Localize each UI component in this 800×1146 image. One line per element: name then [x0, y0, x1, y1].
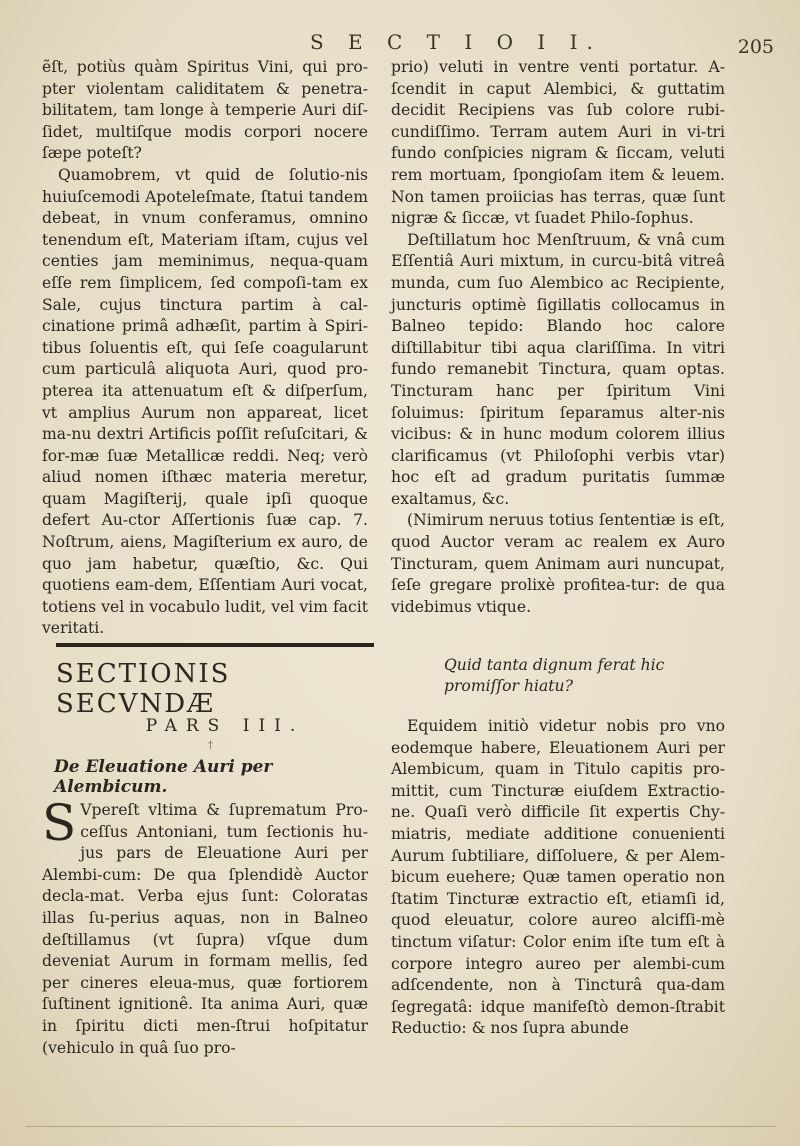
left-column-bottom [42, 794, 368, 1059]
paragraph: (Nimirum neruus totius ſententiæ is eſt, quod Auctor veram ac realem ex Auro Tincturam, quem Animam auri nuncupat, ſeſe gregare prolixè profitea-tur: de qua videbimus vtique. [391, 511, 725, 616]
dagger-ornament-icon: † [208, 740, 213, 751]
paragraph: Quamobrem, vt quid de ſolutio-nis huiuſcemodi Apoteleſmate, ſtatui tandem debeat, in vnum conferamus, omnino tenendum eſt, Materiam iſtam, cujus vel centies jam meminimus, nequa-quam eſſe rem ſimplicem, ſed compoſi-tam ex Sale, cujus tinctura partim à cal-cinatione primâ adhæſit, partim à Spiri-tibus ſoluentis eſt, qui ſeſe coagularunt cum particulâ aliquota Auri, quod pro-pterea ita attenuatum eſt & diſperſum, vt amplius Aurum non appareat, licet ma-nu dextri Artificis poſſit reſuſcitari, & for-mæ ſuæ Metallicæ reddi. Neq; verò aliud nomen iſthæc materia meretur, quam Magiſterij, quale ipſi quoque defert Au-ctor Aſſertionis ſuæ cap. 7. Noſtrum, aiens, Magiſterium ex auro, de quo jam habetur, quæſtio, &c. Qui quotiens eam-dem, Eſſentiam Auri vocat, totiens vel in vocabulo ludit, vel vim facit veritati. [42, 165, 368, 638]
paragraph: ẽſt, potiùs quàm Spiritus Vini, qui pro-pter violentam caliditatem & penetra-bilitatem, tam longe à temperie Auri diſ-ſidet, multiſque modis corpori nocere ſæpe poteſt? [42, 58, 368, 163]
running-header: S E C T I O I I. [310, 30, 602, 54]
drop-cap: S [42, 794, 77, 852]
section-heading: De Eleuatione Auri per Alembicum. [54, 757, 273, 797]
left-column-top [42, 57, 368, 640]
page-bottom-edge [26, 1126, 776, 1127]
section-divider-rule [56, 643, 374, 647]
marginal-quote: Quid tanta dignum ferat hic promiſſor hiatu? [444, 656, 665, 695]
right-column-bottom [391, 716, 725, 1040]
pars-label: PARS III. [145, 716, 305, 736]
paragraph: Vpereſt vltima & ſuprematum Pro-ceſſus Antoniani, tum ſectionis hu-jus pars de Eleuatione Auri per Alembi-cum: De qua ſplendidè Auctor decla-mat. Verba ejus ſunt: Coloratas illas ſu-perius aquas, non in Balneo deſtillamus (vt ſupra) vſque dum deveniat Aurum in formam mellis, ſed per cineres eleua-mus, quæ fortiorem ſuſtinent ignitionê. Ita anima Auri, quæ in ſpiritu dicti men-ſtrui hoſpitatur (vehiculo in quâ ſuo pro- [42, 801, 368, 1057]
section-title: SECTIONIS SECVNDÆ [56, 659, 231, 719]
paragraph: prio) veluti in ventre venti portatur. A-ſcendit in caput Alembici, & guttatim decidit Recipiens vas ſub colore rubi-cundiſſimo. Terram autem Auri in vi-tri fundo conſpicies nigram & ſiccam, veluti rem mortuam, ſpongioſam item & leuem. Non tamen proiicias has terras, quæ ſunt nigræ & ſiccæ, vt ſuadet Philo-ſophus. [391, 58, 725, 228]
page-number: 205 [737, 36, 774, 58]
paragraph: Deſtillatum hoc Menſtruum, & vnâ cum Eſſentiâ Auri mixtum, in curcu-bitâ vitreâ munda, cum ſuo Alembico ac Recipiente, juncturis optimè ſigillatis collocamus in Balneo tepido: Blando hoc calore diſtillabitur tibi aqua clariſſima. In vitri fundo remanebit Tinctura, quam optas. Tincturam hanc per ſpiritum Vini ſoluimus: ſpiritum ſeparamus alter-nis vicibus: & in hunc modum colorem illius clarificamus (vt Philoſophi verbis vtar) hoc eſt ad gradum puritatis ſummæ exaltamus, &c. [391, 230, 725, 508]
paragraph: Equidem initiò videtur nobis pro vno eodemque habere, Eleuationem Auri per Alembicum, quam in Titulo capitis pro-mittit, cum Tincturæ eiuſdem Extractio-ne. Quaſi verò difficile ſit expertis Chy-miatris, mediate additione conuenienti Aurum ſubtiliare, diſſoluere, & per Alem-bicum euehere; Quæ tamen operatio non ſtatim Tincturæ extractio eſt, etiamſi id, quod eleuatur, colore aureo alcifſi-mè tinctum viſatur: Color enim iſte tum eſt à corpore integro aureo per alembi-cum adſcendente, non à Tincturâ qua-dam ſegregatâ: idque manifeſtò demon-ſtrabit Reductio: & nos ſupra abunde [391, 717, 725, 1038]
right-column-top [391, 57, 725, 618]
